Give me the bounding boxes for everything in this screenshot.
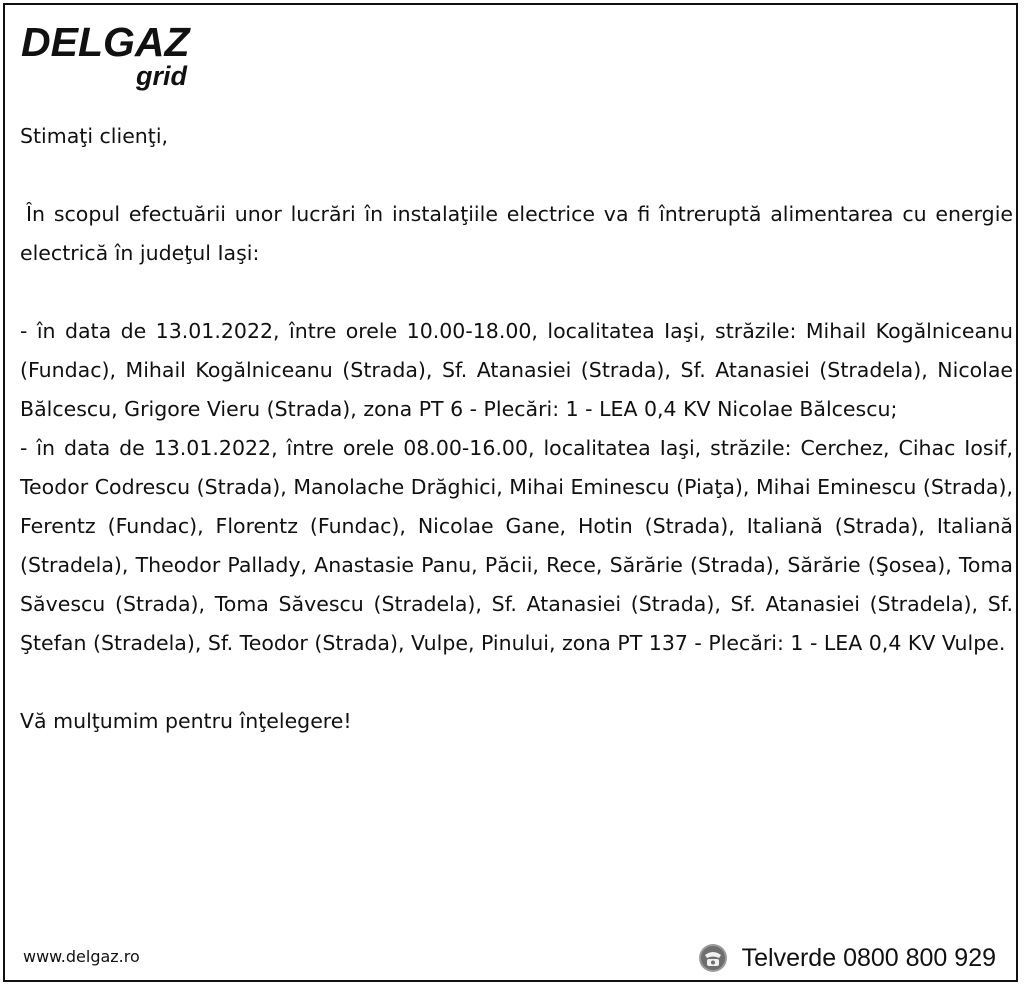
outage-item-2: - în data de 13.01.2022, între orele 08.00-16.00, localitatea Iaşi, străzile: Cerchez, Cihac Iosif, Teodor Codrescu (Strada), Manolache Drăghici, Mihai Eminescu (Piaţa), Mihai Eminescu (Strada), Ferentz (Fundac), Florentz (Fundac), Nicolae Gane, Hotin (Strada), Italiană (Strada), Italiană (Stradela), Theodor Pallady, Anastasie Panu, Păcii, Rece, Sărărie (Strada), Sărărie (Şosea), Toma Săvescu (Strada), Toma Săvescu (Stradela), Sf. Atanasiei (Strada), Sf. Atanasiei (Stradela), Sf. Ştefan (Stradela), Sf. Teodor (Strada), Vulpe, Pinului, zona PT 137 - Plecări: 1 - LEA 0,4 KV Vulpe.: [20, 436, 1013, 655]
phone-contact: [698, 941, 996, 975]
outage-item-1: - în data de 13.01.2022, între orele 10.00-18.00, localitatea Iaşi, străzile: Mihail Kogălniceanu (Fundac), Mihail Kogălniceanu (Strada), Sf. Atanasiei (Strada), Sf. Atanasiei (Stradela), Nicolae Bălcescu, Grigore Vieru (Strada), zona PT 6 - Plecări: 1 - LEA 0,4 KV Nicolae Bălcescu;: [20, 319, 1013, 421]
logo-subtitle: grid: [136, 61, 187, 91]
hotline-number: Telverde 0800 800 929: [741, 944, 996, 972]
logo-wordmark: DELGAZ: [21, 19, 190, 65]
intro-paragraph: În scopul efectuării unor lucrări în instalaţiile electrice va fi întreruptă alimentarea cu energie electrică în judeţul Iaşi:: [20, 202, 1013, 265]
website-link[interactable]: www.delgaz.ro: [23, 947, 140, 966]
closing-line: Vă mulţumim pentru înţelegere!: [20, 709, 352, 733]
notice-body: [20, 117, 1013, 741]
delgaz-grid-logo: [21, 17, 221, 97]
notice-frame: [3, 3, 1018, 982]
telephone-icon: [698, 943, 728, 973]
greeting: Stimaţi clienţi,: [20, 124, 169, 148]
